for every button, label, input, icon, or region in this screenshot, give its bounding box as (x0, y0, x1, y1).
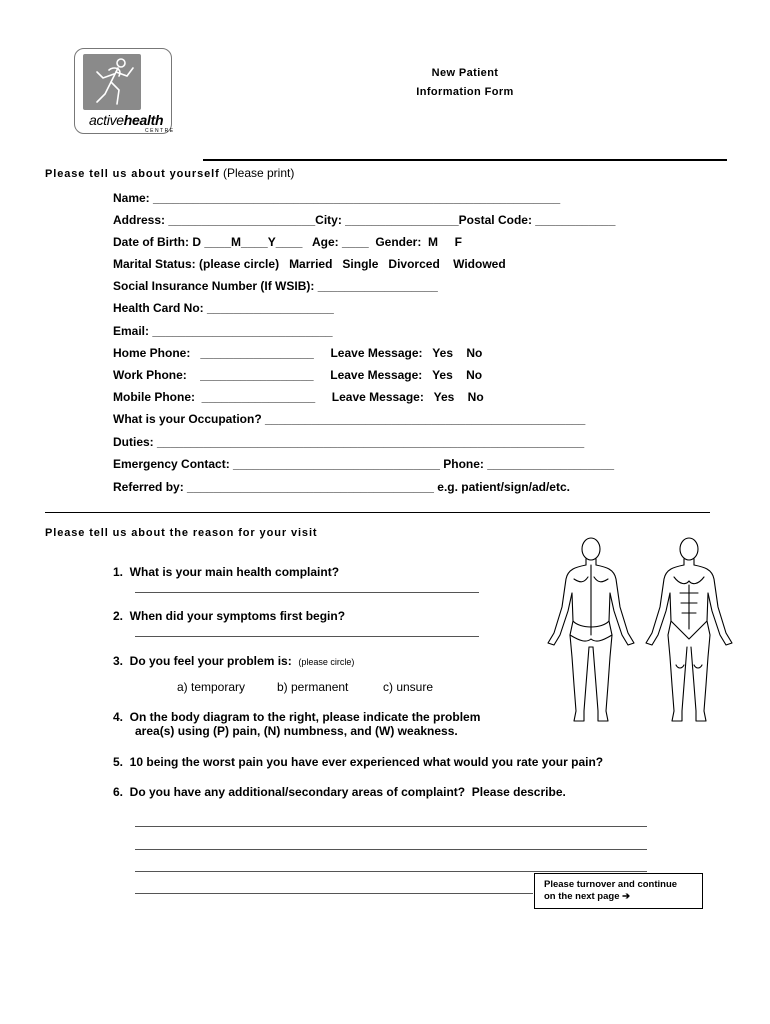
description-line-1[interactable] (135, 826, 647, 827)
question-2: 2. When did your symptoms first begin? (113, 609, 346, 623)
question-4-line2: area(s) using (P) pain, (N) numbness, and (W) weakness. (135, 724, 458, 738)
continue-note-line1: Please turnover and continue (544, 879, 678, 890)
section-reason-for-visit: Please tell us about the reason for your visit (45, 527, 318, 539)
option-unsure[interactable]: c) unsure (383, 680, 434, 694)
answer-line-1[interactable] (135, 592, 479, 593)
answer-line-2[interactable] (135, 636, 479, 637)
runner-logo-icon (83, 54, 141, 110)
home-phone-field[interactable]: Home Phone: _________________ Leave Message: Yes No (113, 346, 483, 360)
name-field[interactable]: Name: _____________________________________________________________ (113, 191, 561, 205)
question-6: 6. Do you have any additional/secondary areas of complaint? Please describe. (113, 785, 566, 799)
question-4-line1: 4. On the body diagram to the right, please indicate the problem (113, 710, 481, 724)
clinic-logo (74, 48, 175, 134)
email-field[interactable]: Email: ___________________________ (113, 324, 333, 338)
question-3: 3. Do you feel your problem is: (please circle) (113, 654, 355, 668)
question-5: 5. 10 being the worst pain you have ever experienced what would you rate your pain? (113, 755, 604, 769)
referred-by-field[interactable]: Referred by: _____________________________________ e.g. patient/sign/ad/etc. (113, 480, 570, 494)
mobile-phone-field[interactable]: Mobile Phone: _________________ Leave Message: Yes No (113, 390, 484, 404)
body-back-view-icon (548, 538, 634, 721)
sin-field[interactable]: Social Insurance Number (If WSIB): __________________ (113, 279, 438, 293)
option-temporary[interactable]: a) temporary (177, 680, 246, 694)
form-title-line2: Information Form (416, 86, 514, 98)
work-phone-field[interactable]: Work Phone: _________________ Leave Message: Yes No (113, 368, 483, 382)
section-about-yourself: Please tell us about yourself (Please print) (45, 166, 295, 180)
logo-subtitle: CENTRE (145, 128, 175, 134)
header-rule (203, 159, 727, 161)
description-line-4[interactable] (135, 893, 533, 894)
description-line-3[interactable] (135, 871, 647, 872)
marital-status-field[interactable]: Marital Status: (please circle) Married Single Divorced Widowed (113, 257, 506, 271)
option-permanent[interactable]: b) permanent (277, 680, 349, 694)
occupation-field[interactable]: What is your Occupation? ________________________________________________ (113, 412, 586, 426)
body-front-view-icon (646, 538, 732, 721)
logo-wordmark: activehealth (89, 112, 164, 128)
description-line-2[interactable] (135, 849, 647, 850)
section-divider (45, 512, 710, 513)
emergency-contact-field[interactable]: Emergency Contact: _______________________________ Phone: ___________________ (113, 457, 615, 471)
body-diagram[interactable] (540, 535, 740, 735)
question-1: 1. What is your main health complaint? (113, 565, 340, 579)
duties-field[interactable]: Duties: ________________________________________________________________ (113, 435, 585, 449)
address-field[interactable]: Address: ______________________City: _________________Postal Code: ____________ (113, 213, 616, 227)
health-card-field[interactable]: Health Card No: ___________________ (113, 301, 334, 315)
date-of-birth-field[interactable]: Date of Birth: D ____M____Y____ Age: ____ Gender: M F (113, 235, 463, 249)
continue-note (534, 873, 703, 909)
continue-note-line2: on the next page ➔ (544, 891, 631, 902)
form-title-line1: New Patient (431, 67, 499, 79)
question-3-note: (please circle) (298, 657, 355, 667)
